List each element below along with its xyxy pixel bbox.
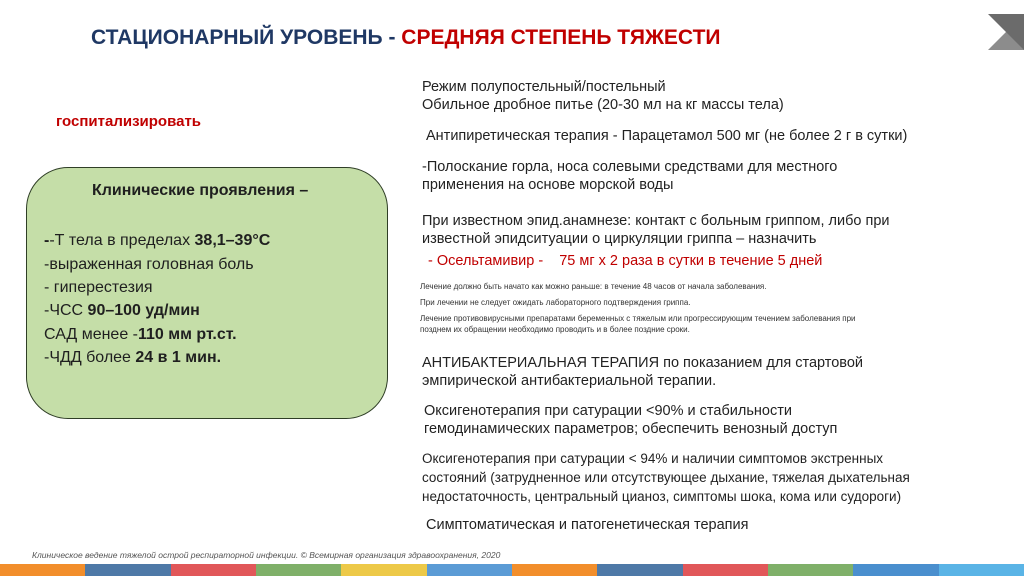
epid-line-1: При известном эпид.анамнезе: контакт с больным гриппом, либо при <box>422 213 890 229</box>
stripe-segment <box>85 564 170 576</box>
symptom-hyperesthesia: - гиперестезия <box>44 279 153 296</box>
title-level: СТАЦИОНАРНЫЙ УРОВЕНЬ - <box>91 26 402 49</box>
footer-color-stripe <box>0 564 1024 576</box>
oxygen-2-line-2: состояний (затрудненное или отсутствующее дыхание, тяжелая дыхательная <box>422 470 910 485</box>
symptom-hr-label: -ЧСС <box>44 302 88 319</box>
antipyretic-text: Антипиретическая терапия - Парацетамол 500 мг (не более 2 г в сутки) <box>426 128 908 144</box>
stripe-segment <box>597 564 682 576</box>
oxygen-2-line-1: Оксигенотерапия при сатурации < 94% и наличии симптомов экстренных <box>422 451 884 466</box>
symptom-sbp-value: 110 мм рт.ст. <box>138 326 237 343</box>
symptom-temperature-label: -Т тела в пределах <box>49 232 195 249</box>
epid-line-2: известной эпидситуации о циркуляции гриппа – назначить <box>422 231 817 247</box>
symptom-respiratory-rate <box>44 349 221 367</box>
stripe-segment <box>939 564 1024 576</box>
symptom-blood-pressure <box>44 326 237 344</box>
stripe-segment <box>512 564 597 576</box>
symptom-temperature-value: 38,1–39°С <box>194 232 271 249</box>
symptom-rr-value: 24 в 1 мин. <box>135 349 222 366</box>
note-no-lab-wait: При лечении не следует ожидать лабораторного подтверждения гриппа. <box>420 298 691 307</box>
stripe-segment <box>171 564 256 576</box>
stripe-segment <box>0 564 85 576</box>
regime-text: Режим полупостельный/постельный <box>422 79 666 95</box>
symptom-heart-rate <box>44 302 200 320</box>
slide-title <box>91 26 721 50</box>
oseltamivir-name: - Осельтамивир - <box>428 253 544 269</box>
symptom-rr-label: -ЧДД более <box>44 349 136 366</box>
oseltamivir-dose: 75 мг х 2 раза в сутки в течение 5 дней <box>559 253 823 269</box>
symptomatic-therapy: Симптоматическая и патогенетическая терапия <box>426 517 749 533</box>
note-pregnant-line-1: Лечение противовирусными препаратами беременных с тяжелым или прогрессирующим течением заболевания при <box>420 314 856 323</box>
gargle-line-2: применения на основе морской воды <box>422 177 674 193</box>
oxygen-1-line-1: Оксигенотерапия при сатурации <90% и стабильности <box>424 403 792 419</box>
gargle-line-1: -Полоскание горла, носа солевыми средствами для местного <box>422 159 838 175</box>
drinking-text: Обильное дробное питье (20-30 мл на кг массы тела) <box>422 97 784 113</box>
hospitalize-label: госпитализировать <box>56 113 202 130</box>
stripe-segment <box>427 564 512 576</box>
footer-citation: Клиническое ведение тяжелой острой респираторной инфекции. © Всемирная организация здравоохранения, 2020 <box>32 550 501 560</box>
stripe-segment <box>853 564 938 576</box>
oxygen-2-line-3: недостаточность, центральный цианоз, симптомы шока, кома или судороги) <box>422 489 902 504</box>
oxygen-1-line-2: гемодинамических параметров; обеспечить венозный доступ <box>424 421 838 437</box>
symptom-headache: -выраженная головная боль <box>44 256 254 273</box>
stripe-segment <box>768 564 853 576</box>
corner-tab-icon <box>988 14 1024 50</box>
title-severity: СРЕДНЯЯ СТЕПЕНЬ ТЯЖЕСТИ <box>401 26 721 49</box>
antibacterial-line-1: АНТИБАКТЕРИАЛЬНАЯ ТЕРАПИЯ по показанием для стартовой <box>422 355 863 371</box>
antibacterial-line-2: эмпирической антибактериальной терапии. <box>422 373 717 389</box>
note-pregnant-line-2: позднем их обращении необходимо проводить и в более поздние сроки. <box>420 325 690 334</box>
symptom-hr-value: 90–100 уд/мин <box>87 302 200 319</box>
symptom-temperature: --Т тела в пределах 38,1–39°С <box>44 232 271 249</box>
stripe-segment <box>341 564 426 576</box>
note-start-early: Лечение должно быть начато как можно раньше: в течение 48 часов от начала заболевания. <box>420 282 767 291</box>
stripe-segment <box>683 564 768 576</box>
clinical-title: Клинические проявления – <box>92 182 309 199</box>
oseltamivir-line <box>428 253 822 269</box>
symptom-sbp-label: САД менее - <box>44 326 138 343</box>
stripe-segment <box>256 564 341 576</box>
